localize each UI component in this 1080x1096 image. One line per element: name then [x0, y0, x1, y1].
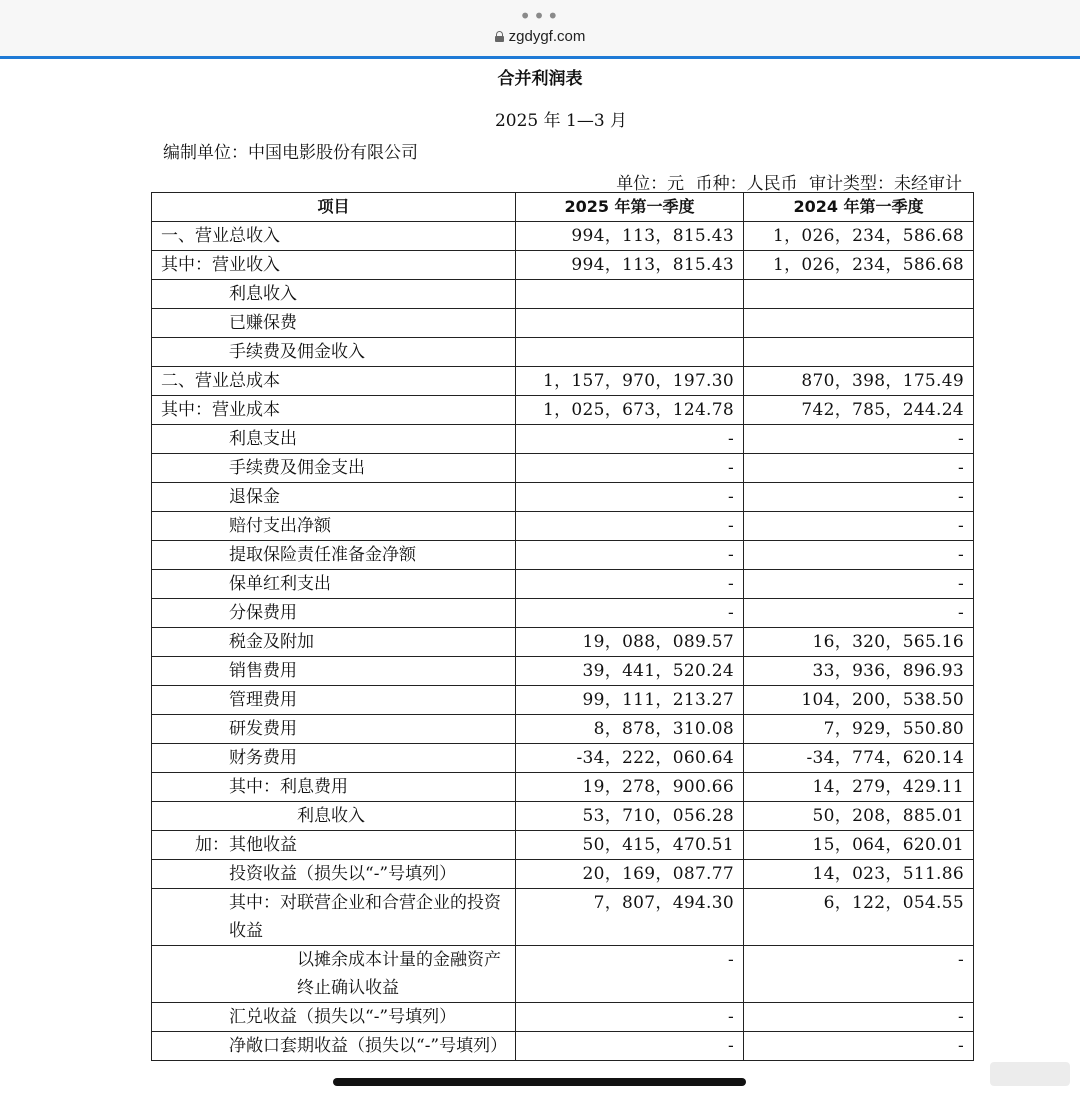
- income-statement-table: [151, 192, 974, 1061]
- value-2024: 870，398，175.49: [744, 367, 974, 396]
- home-indicator[interactable]: [333, 1078, 746, 1086]
- table-row: [152, 889, 974, 946]
- value-2025: -: [516, 483, 744, 512]
- row-label: 汇兑收益（损失以“-”号填列）: [152, 1003, 516, 1032]
- row-label: 提取保险责任准备金净额: [152, 541, 516, 570]
- table-row: [152, 309, 974, 338]
- value-2024: -: [744, 1003, 974, 1032]
- value-2024: 14，023，511.86: [744, 860, 974, 889]
- value-2024: 104，200，538.50: [744, 686, 974, 715]
- value-2024: -: [744, 483, 974, 512]
- table-row: [152, 1003, 974, 1032]
- table-row: [152, 454, 974, 483]
- table-row: [152, 628, 974, 657]
- value-2024: 50，208，885.01: [744, 802, 974, 831]
- value-2025: -: [516, 454, 744, 483]
- table-row: [152, 425, 974, 454]
- value-2024: -: [744, 512, 974, 541]
- value-2025: 1，025，673，124.78: [516, 396, 744, 425]
- row-label: 其中：营业收入: [152, 251, 516, 280]
- report-period: 2025 年 1—3 月: [494, 111, 628, 131]
- table-row: [152, 599, 974, 628]
- value-2025: 8，878，310.08: [516, 715, 744, 744]
- value-2025: 994，113，815.43: [516, 222, 744, 251]
- value-2024: 1，026，234，586.68: [744, 222, 974, 251]
- value-2025: 39，441，520.24: [516, 657, 744, 686]
- value-2024: 14，279，429.11: [744, 773, 974, 802]
- table-row: [152, 686, 974, 715]
- value-2025: -: [516, 570, 744, 599]
- value-2024: 6，122，054.55: [744, 889, 974, 946]
- value-2025: 19，278，900.66: [516, 773, 744, 802]
- row-label: 净敞口套期收益（损失以“-”号填列）: [152, 1032, 516, 1061]
- url-text: zgdygf.com: [508, 28, 586, 45]
- value-2024: -: [744, 946, 974, 1003]
- table-row: [152, 483, 974, 512]
- value-2024: -: [744, 454, 974, 483]
- header-2024: 2024 年第一季度: [744, 193, 974, 222]
- value-2025: 1，157，970，197.30: [516, 367, 744, 396]
- table-row: [152, 1032, 974, 1061]
- value-2024: -: [744, 570, 974, 599]
- table-row: [152, 367, 974, 396]
- more-options-icon[interactable]: •••: [519, 4, 561, 28]
- row-label: 保单红利支出: [152, 570, 516, 599]
- value-2025: 99，111，213.27: [516, 686, 744, 715]
- value-2024: 742，785，244.24: [744, 396, 974, 425]
- lock-icon: [495, 31, 504, 42]
- value-2025: -34，222，060.64: [516, 744, 744, 773]
- table-row: [152, 831, 974, 860]
- row-label: 研发费用: [152, 715, 516, 744]
- value-2025: 994，113，815.43: [516, 251, 744, 280]
- value-2024: [744, 309, 974, 338]
- table-row: [152, 222, 974, 251]
- value-2025: -: [516, 1003, 744, 1032]
- value-2024: 7，929，550.80: [744, 715, 974, 744]
- value-2025: 19，088，089.57: [516, 628, 744, 657]
- value-2025: 20，169，087.77: [516, 860, 744, 889]
- row-label: 加：其他收益: [152, 831, 516, 860]
- value-2024: 1，026，234，586.68: [744, 251, 974, 280]
- table-row: [152, 541, 974, 570]
- value-2025: 7，807，494.30: [516, 889, 744, 946]
- row-label: 退保金: [152, 483, 516, 512]
- value-2024: -: [744, 425, 974, 454]
- row-label: 赔付支出净额: [152, 512, 516, 541]
- header-item: 项目: [152, 193, 516, 222]
- table-row: [152, 802, 974, 831]
- watermark: [990, 1062, 1070, 1086]
- value-2024: 15，064，620.01: [744, 831, 974, 860]
- value-2025: [516, 280, 744, 309]
- row-label: 利息支出: [152, 425, 516, 454]
- value-2025: [516, 338, 744, 367]
- value-2025: -: [516, 512, 744, 541]
- table-row: [152, 280, 974, 309]
- document-title: 合并利润表: [497, 69, 583, 89]
- row-label: 销售费用: [152, 657, 516, 686]
- row-label: 其中：利息费用: [152, 773, 516, 802]
- browser-toolbar: [0, 0, 1080, 59]
- row-label: 管理费用: [152, 686, 516, 715]
- table-row: [152, 570, 974, 599]
- value-2025: 50，415，470.51: [516, 831, 744, 860]
- value-2024: 16，320，565.16: [744, 628, 974, 657]
- table-row: [152, 657, 974, 686]
- table-row: [152, 396, 974, 425]
- value-2024: -: [744, 541, 974, 570]
- table-row: [152, 715, 974, 744]
- value-2025: 53，710，056.28: [516, 802, 744, 831]
- row-label: 利息收入: [152, 802, 516, 831]
- row-label: 投资收益（损失以“-”号填列）: [152, 860, 516, 889]
- row-label: 财务费用: [152, 744, 516, 773]
- value-2025: -: [516, 946, 744, 1003]
- value-2025: -: [516, 425, 744, 454]
- value-2025: -: [516, 599, 744, 628]
- row-label: 税金及附加: [152, 628, 516, 657]
- table-header-row: [152, 193, 974, 222]
- company-name: 编制单位：中国电影股份有限公司: [163, 143, 418, 163]
- row-label: 手续费及佣金收入: [152, 338, 516, 367]
- table-row: [152, 512, 974, 541]
- row-label: 手续费及佣金支出: [152, 454, 516, 483]
- value-2024: -34，774，620.14: [744, 744, 974, 773]
- row-label: 利息收入: [152, 280, 516, 309]
- value-2025: -: [516, 1032, 744, 1061]
- row-label: 其中：对联营企业和合营企业的投资收益: [152, 889, 516, 946]
- row-label: 一、营业总收入: [152, 222, 516, 251]
- row-label: 分保费用: [152, 599, 516, 628]
- row-label: 以摊余成本计量的金融资产终止确认收益: [152, 946, 516, 1003]
- value-2025: [516, 309, 744, 338]
- table-row: [152, 860, 974, 889]
- table-row: [152, 946, 974, 1003]
- row-label: 二、营业总成本: [152, 367, 516, 396]
- value-2024: 33，936，896.93: [744, 657, 974, 686]
- table-row: [152, 251, 974, 280]
- row-label: 已赚保费: [152, 309, 516, 338]
- value-2024: [744, 338, 974, 367]
- header-2025: 2025 年第一季度: [516, 193, 744, 222]
- value-2025: -: [516, 541, 744, 570]
- table-row: [152, 338, 974, 367]
- report-meta: 单位：元 币种：人民币 审计类型：未经审计: [616, 174, 962, 194]
- row-label: 其中：营业成本: [152, 396, 516, 425]
- value-2024: -: [744, 1032, 974, 1061]
- table-row: [152, 773, 974, 802]
- value-2024: -: [744, 599, 974, 628]
- table-row: [152, 744, 974, 773]
- value-2024: [744, 280, 974, 309]
- address-bar[interactable]: [0, 28, 1080, 45]
